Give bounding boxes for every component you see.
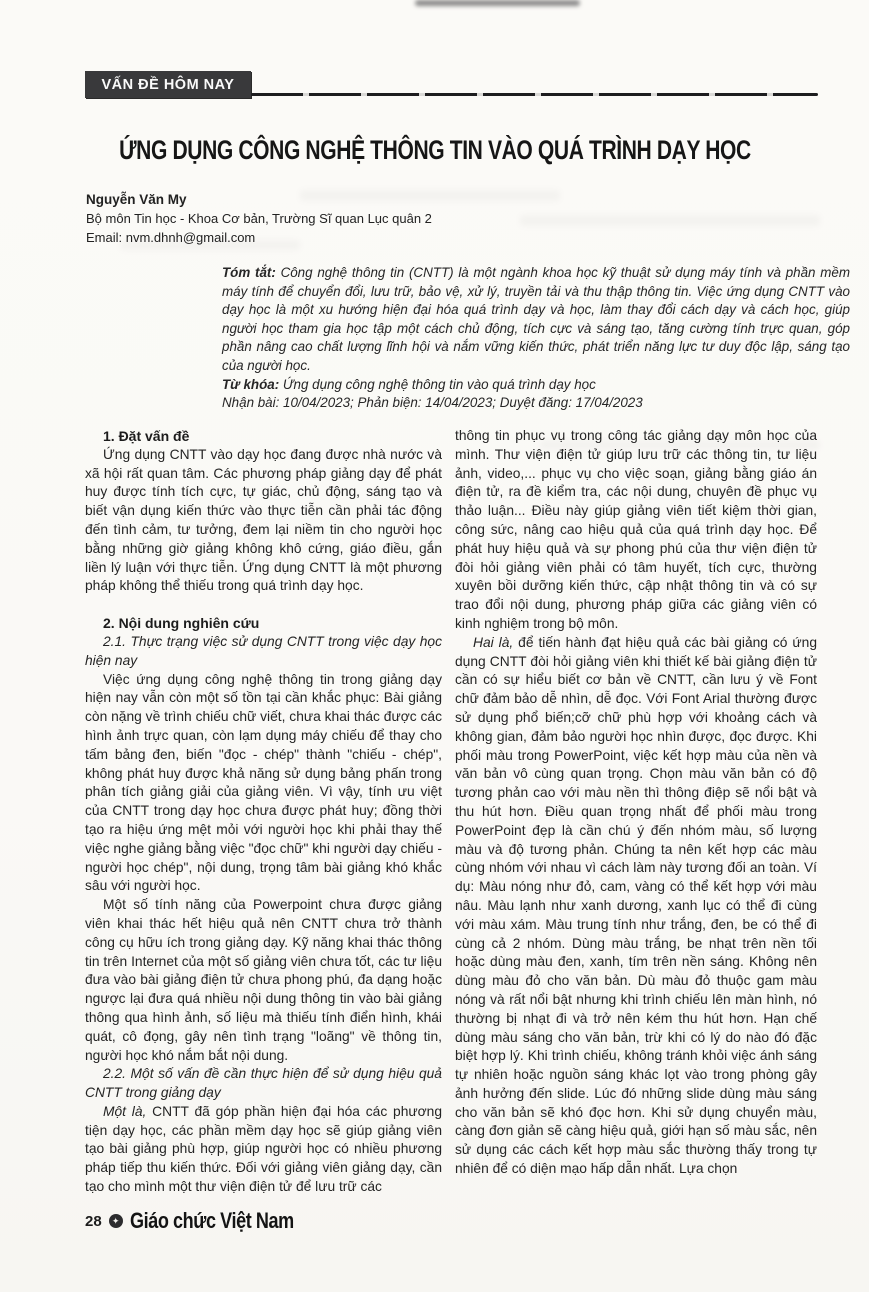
body-paragraph: thông tin phục vụ trong công tác giảng dạy môn học của mình. Thư viện điện tử giúp lưu trữ các thông tin, tư liệu ảnh, video,... phục vụ cho việc soạn, giảng bằng giáo án điện tử, ra đề kiểm tra, các nội dung, chuyên đề phục vụ thảo luận... Điều này giúp giảng viên tiết kiệm thời gian, công sức, nâng cao hiệu quả của quá trình dạy học. Để phát huy hiệu quả và sự phong phú của thư viện điện tử đòi hỏi giảng viên phải có tâm huyết, tích cực, thường xuyên bồi dưỡng kiến thức, cập nhật thông tin và có sự trao đổi nội dung, phương pháp giữa các giảng viên có kinh nghiệm trong bộ môn.	[455, 428, 817, 631]
review-dates-line: Nhận bài: 10/04/2023; Phản biện: 14/04/2023; Duyệt đăng: 17/04/2023	[222, 395, 643, 411]
abstract-label: Tóm tắt:	[222, 265, 276, 280]
section-heading-1: 1. Đặt vấn đề	[103, 428, 190, 444]
body-column-left	[85, 427, 442, 1225]
abstract-text: Công nghệ thông tin (CNTT) là một ngành khoa học kỹ thuật sử dụng máy tính và phần mềm máy tính để chuyển đổi, lưu trữ, bảo vệ, xử lý, truyền tải và thu thập thông tin. Việc ứng dụng CNTT vào dạy học là một xu hướng hiện đại hóa quá trình dạy và học, làm thay đổi cách dạy và cách học, giúp người học tham gia học tập một cách chủ động, tích cực và sáng tạo, tăng cường tính trực quan, góp phần nâng cao chất lượng lĩnh hội và nắm vững kiến thức, phát triển năng lực tư duy độc lập, sáng tạo của người học.	[222, 265, 850, 373]
paragraph-lead: Một là,	[103, 1103, 147, 1119]
author-name: Nguyễn Văn My	[86, 192, 187, 207]
body-paragraph	[455, 634, 817, 1179]
body-paragraph	[85, 1103, 442, 1197]
scan-ghosting	[520, 215, 820, 226]
keywords-line	[222, 376, 850, 395]
article-title-wrap	[0, 135, 869, 166]
body-column-right	[455, 427, 817, 1225]
paragraph-text: để tiến hành đạt hiệu quả các bài giảng có ứng dụng CNTT đòi hỏi giảng viên khi thiết kế bài giảng điện tử cần có sự hiểu biết cơ bản về CNTT, cần lưu ý về Font chữ đảm bảo dễ nhìn, dễ đọc. Với Font Arial thường được sử dụng phổ biến;cỡ chữ phù hợp với khoảng cách và không gian, đảm bảo người học nhìn được, đọc được. Khi phối màu trong PowerPoint, việc kết hợp màu của nền và văn bản vô cùng quan trọng. Chọn màu văn bản có độ tương phản cao với màu nền thì thông điệp sẽ nổi bật và thu hút hơn. Điều quan trọng nhất để phối màu trong PowerPoint đẹp là cần chú ý đến nhóm màu, số lượng màu và độ tương phản. Chúng ta nên kết hợp các màu cùng nhóm với nhau vì cách làm này tương đối an toàn. Ví dụ: Màu nóng như đỏ, cam, vàng có thể kết hợp với màu nâu. Màu lạnh như xanh dương, xanh lục có thể đi cùng với màu xám. Màu trung tính như trắng, đen, be có thể đi cùng cả 2 nhóm. Dùng màu trắng, be nhạt trên nền tối hoặc dùng màu đen, xanh, tím trên nền sáng. Không nên dùng màu đỏ cho văn bản. Dù màu đỏ thuộc gam màu nóng và rất nổi bật nhưng khi trình chiếu lên màn hình, nó thường bị nhạt đi và trở nên kém thu hút hơn. Hạn chế dùng màu sáng cho văn bản, trừ khi có lý do nào đó đặc biệt hợp lý. Khi trình chiếu, không tránh khỏi việc ánh sáng tự nhiên hoặc nguồn sáng khác lọt vào trong phòng gây ảnh hưởng đến slide. Lúc đó những slide dùng màu sáng cho văn bản sẽ khó đọc hơn. Khi sử dụng chuyển màu, càng đơn giản sẽ càng hiệu quả, giới hạn số màu sắc, nên sử dụng các cách kết hợp màu sắc thường thấy trong tự nhiên để có diện mạo hấp dẫn nhất. Lựa chọn	[455, 634, 817, 1177]
section-heading-2: 2. Nội dung nghiên cứu	[103, 615, 260, 632]
journal-name: Giáo chức Việt Nam	[129, 1208, 294, 1233]
author-affiliation: Bộ môn Tin học - Khoa Cơ bản, Trường Sĩ quan Lục quân 2	[86, 211, 432, 226]
paragraph-text: CNTT đã góp phần hiện đại hóa các phương tiện dạy học, các phần mềm dạy học sẽ giúp giảng viên tạo bài giảng phù hợp, giúp người học có nhiều phương pháp tiếp thu kiến thức. Đối với giảng viên giảng dạy, cần tạo cho mình một thư viện điện tử để lưu trữ các	[85, 1103, 442, 1195]
author-email: Email: nvm.dhnh@gmail.com	[86, 230, 256, 245]
subsection-heading-2-2: 2.2. Một số vấn đề cần thực hiện để sử dụng hiệu quả CNTT trong giảng dạy	[85, 1066, 442, 1101]
page-footer	[85, 1208, 329, 1234]
scan-smudge-artifact	[415, 0, 580, 6]
body-paragraph: Việc ứng dụng công nghệ thông tin trong giảng dạy hiện nay vẫn còn một số tồn tại cần khắc phục: Bài giảng còn nặng về trình chiếu chữ viết, chưa khai thác được các hình ảnh trực quan, còn lạm dụng máy chiếu để thay cho tấm bảng đen, biến "đọc - chép" thành "chiếu - chép", không phát huy được khả năng sử dụng bảng phấn trong phân tích giảng giải của giảng viên. Vì vậy, tính ưu việt của CNTT trong dạy học chưa được phát huy; đồng thời tạo ra hiệu ứng mệt mỏi với người học khi phải thay thế việc nghe giảng bằng việc "đọc chữ" khi người dạy chiếu - người học chép", nội dung, trọng tâm bài giảng khó khắc sâu với người học.	[85, 671, 442, 894]
author-block	[86, 190, 506, 247]
subsection-heading-2-1: 2.1. Thực trạng việc sử dụng CNTT trong việc dạy học hiện nay	[85, 633, 442, 668]
paragraph-lead: Hai là,	[473, 634, 514, 650]
body-paragraph: Một số tính năng của Powerpoint chưa được giảng viên khai thác hết hiệu quả nên CNTT chưa trở thành công cụ hữu ích trong giảng dạy. Kỹ năng khai thác thông tin trên Internet của một số giảng viên chưa tốt, các tư liệu đưa vào bài giảng điện tử chưa phong phú, đa dạng hoặc ngược lại đưa quá nhiều nội dung thông tin vào bài giảng thông qua hình ảnh, số liệu mà thiếu tính điển hình, khái quát, cô đọng, gây nên tình trạng "loãng" về thông tin, người học khó nắm bắt nội dung.	[85, 897, 442, 1063]
abstract-paragraph	[222, 264, 850, 376]
section-banner-label: VẤN ĐỀ HÔM NAY	[101, 76, 235, 93]
abstract-block	[222, 264, 850, 413]
header-rule	[251, 93, 818, 96]
article-title: ỨNG DỤNG CÔNG NGHỆ THÔNG TIN VÀO QUÁ TRÌNH DẠY HỌC	[118, 135, 751, 165]
keywords-label: Từ khóa:	[222, 376, 280, 392]
keywords-text: Ứng dụng công nghệ thông tin vào quá trình dạy học	[279, 376, 596, 392]
body-paragraph: Ứng dụng CNTT vào dạy học đang được nhà nước và xã hội rất quan tâm. Các phương pháp giảng dạy để phát huy được tính tích cực, tự giác, chủ động, sáng tạo và biết vận dụng kiến thức vào thực tiễn cần phải tác động đến tình cảm, tư tưởng, đem lại niềm tin cho người học bằng những giờ giảng không khô cứng, giáo điều, gắn liền lý luận với thực tiễn. Ứng dụng CNTT là một phương pháp không thể thiếu trong quá trình dạy học.	[85, 446, 442, 594]
section-banner	[85, 71, 251, 98]
page-number: 28	[85, 1212, 102, 1230]
journal-logo-icon: ✦	[109, 1214, 123, 1228]
